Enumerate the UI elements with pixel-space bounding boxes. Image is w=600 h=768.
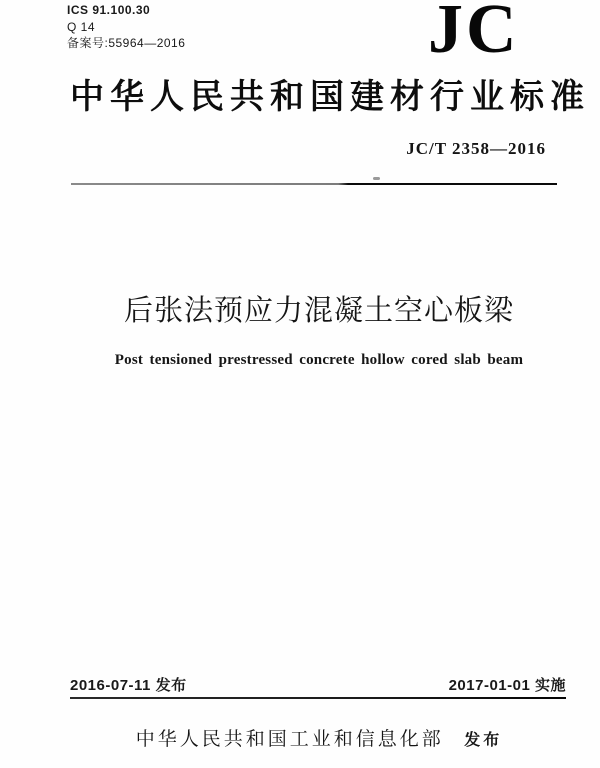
jc-logo: JC xyxy=(428,0,520,68)
publish-label: 发布 xyxy=(464,732,503,749)
publisher-row xyxy=(70,724,568,751)
standard-category-title: 中华人民共和国建材行业标准 xyxy=(70,79,590,116)
classification-code: Q 14 xyxy=(67,19,96,34)
footer-divider xyxy=(70,697,566,699)
document-meta-block xyxy=(67,2,185,52)
scan-artifact xyxy=(373,177,380,180)
implementation-date: 2017-01-01 实施 xyxy=(448,677,566,694)
record-number: 备案号:55964—2016 xyxy=(67,36,186,50)
document-title-zh: 后张法预应力混凝土空心板梁 xyxy=(123,295,514,327)
publisher-name: 中华人民共和国工业和信息化部 xyxy=(135,729,444,750)
ics-code: ICS 91.100.30 xyxy=(67,3,151,17)
dates-row xyxy=(70,674,566,695)
issue-date: 2016-07-11 发布 xyxy=(70,677,187,694)
document-title-en: Post tensioned prestressed concrete hollow cored slab beam xyxy=(114,352,524,368)
header-divider xyxy=(71,183,557,185)
standard-number: JC/T 2358—2016 xyxy=(406,139,546,158)
